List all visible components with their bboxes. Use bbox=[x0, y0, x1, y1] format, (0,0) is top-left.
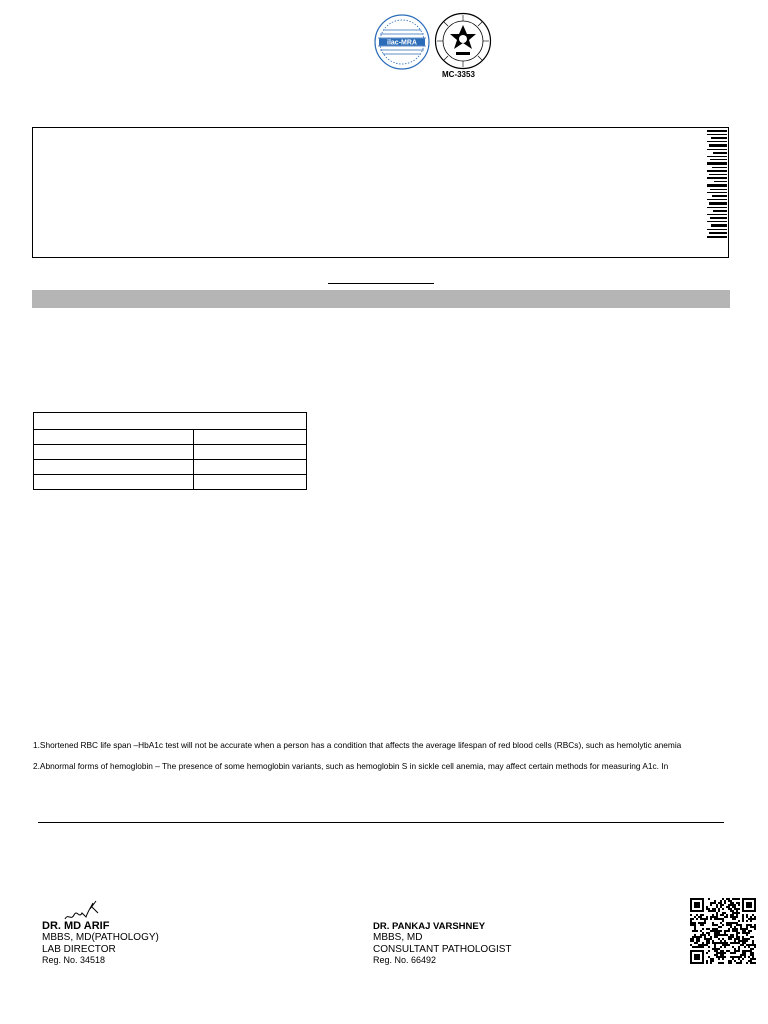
signatory-reg-no: Reg. No. 66492 bbox=[373, 955, 437, 965]
table-cell bbox=[194, 430, 307, 445]
footer-divider bbox=[38, 822, 724, 823]
table-cell bbox=[194, 475, 307, 490]
table-cell bbox=[194, 460, 307, 475]
table-cell bbox=[194, 445, 307, 460]
signatory-reg-no: Reg. No. 34518 bbox=[42, 955, 106, 965]
table-cell bbox=[34, 430, 194, 445]
table-row bbox=[34, 445, 307, 460]
test-section-header-bar bbox=[32, 290, 730, 308]
table-header-row bbox=[34, 413, 307, 430]
signatory-role: LAB DIRECTOR bbox=[42, 943, 116, 955]
signatory-qualification: MBBS, MD bbox=[373, 932, 423, 943]
signatory-role: CONSULTANT PATHOLOGIST bbox=[373, 943, 512, 955]
hba1c-interpretation-table bbox=[33, 412, 307, 490]
table-row bbox=[34, 430, 307, 445]
barcode-icon bbox=[707, 130, 727, 240]
accreditation-logos bbox=[372, 12, 492, 82]
ilac-logo-text: ilac-MRA bbox=[387, 39, 417, 47]
qr-code-icon bbox=[690, 898, 756, 964]
table-cell bbox=[34, 475, 194, 490]
table-cell bbox=[34, 460, 194, 475]
table-header-cell bbox=[34, 413, 307, 430]
signatory-name: DR. PANKAJ VARSHNEY bbox=[373, 921, 486, 932]
nabl-logo bbox=[434, 12, 492, 70]
note-abnormal-hemoglobin: 2.Abnormal forms of hemoglobin – The presence of some hemoglobin variants, such as hemoglobin S in sickle cell anemia, may affect certain methods for measuring A1c. In bbox=[33, 761, 669, 771]
note-shortened-rbc: 1.Shortened RBC life span –HbA1c test will not be accurate when a person has a condition that affects the average lifespan of red blood cells (RBCs), such as hemolytic anemia bbox=[33, 740, 682, 750]
signatory-qualification: MBBS, MD(PATHOLOGY) bbox=[42, 932, 159, 943]
accreditation-number: MC-3353 bbox=[442, 70, 475, 79]
signature-block-lab-director bbox=[42, 921, 262, 966]
table-row bbox=[34, 460, 307, 475]
ilac-mra-logo bbox=[374, 14, 430, 70]
signatory-name: DR. MD ARIF bbox=[42, 920, 110, 932]
table-cell bbox=[34, 445, 194, 460]
report-title-underline bbox=[328, 283, 434, 284]
table-row bbox=[34, 475, 307, 490]
patient-details-box bbox=[32, 127, 729, 258]
signature-block-consultant bbox=[373, 921, 593, 966]
